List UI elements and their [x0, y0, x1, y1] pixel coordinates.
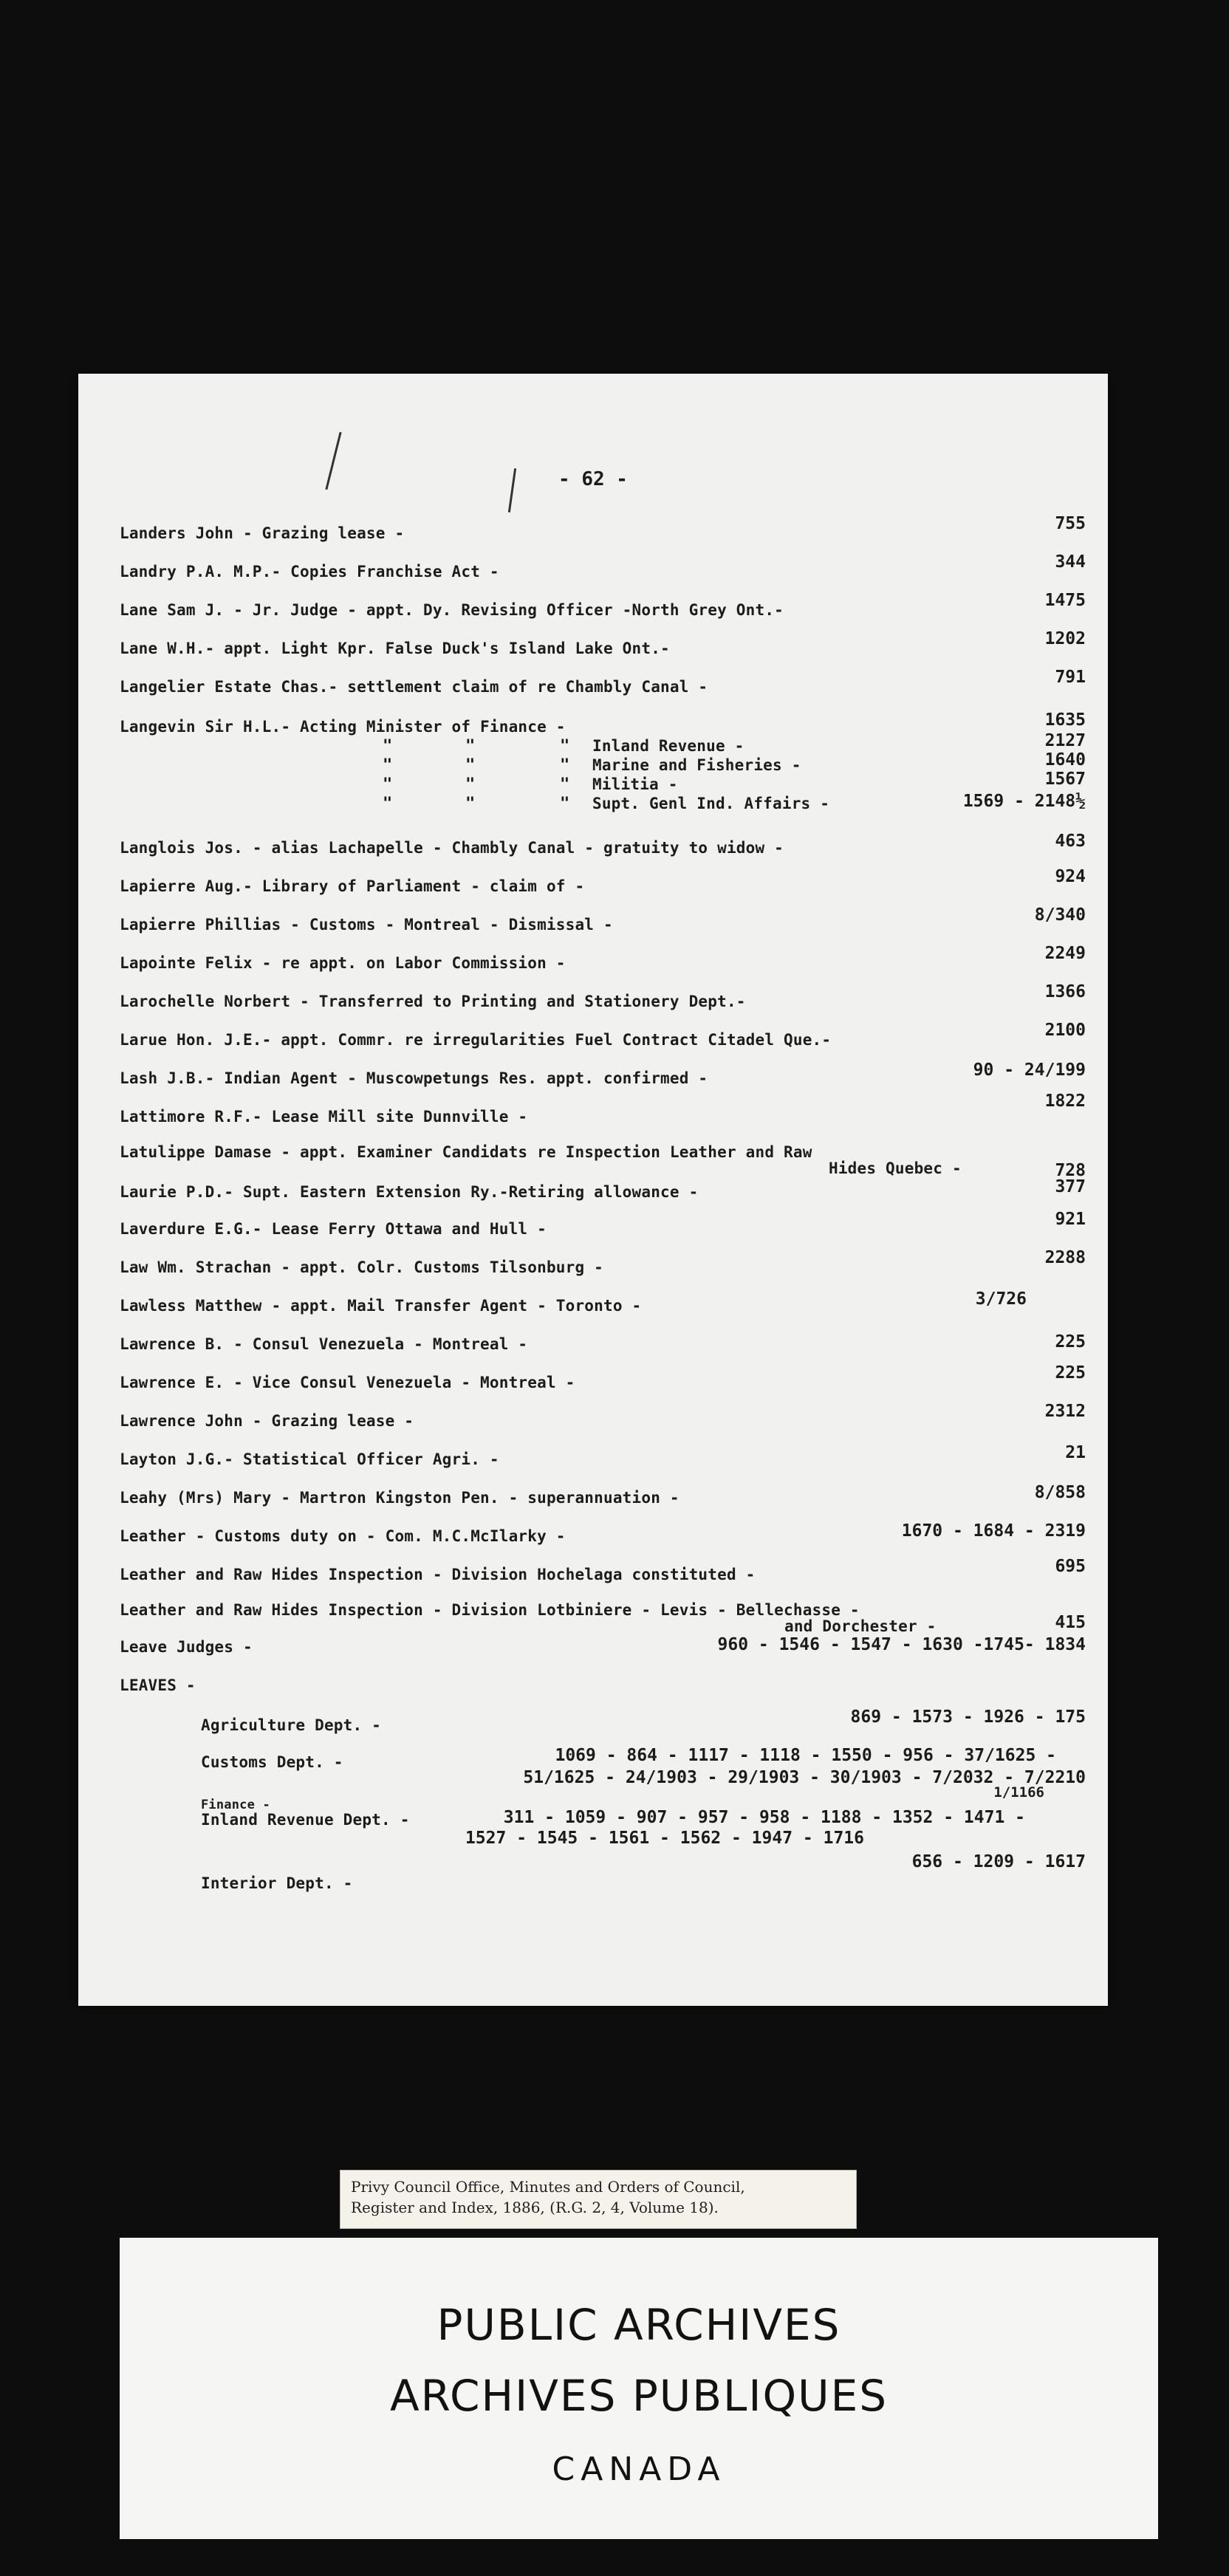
catalogue-label — [340, 2170, 857, 2229]
page-number: - 62 - — [558, 468, 628, 490]
entry-text: Langelier Estate Chas.- settlement claim of re Chambly Canal - — [120, 678, 708, 696]
entry-text: Leahy (Mrs) Mary - Martron Kingston Pen. - superannuation - — [120, 1489, 679, 1507]
entry-text: Landers John - Grazing lease - — [120, 524, 405, 542]
entry-text: Larue Hon. J.E.- appt. Commr. re irregularities Fuel Contract Citadel Que.- — [120, 1031, 832, 1049]
ditto-mark: " — [383, 737, 393, 756]
index-entry — [120, 1289, 1086, 1323]
entry-ref: 921 — [1055, 1210, 1086, 1229]
entry-ref: 960 - 1546 - 1547 - 1630 -1745- 1834 — [717, 1635, 1086, 1654]
entry-ref: 1475 — [1044, 591, 1086, 610]
ditto-mark: " — [465, 775, 476, 794]
entry-ref: 924 — [1055, 867, 1086, 886]
archive-country: CANADA — [552, 2450, 726, 2488]
index-entry — [120, 1363, 1086, 1400]
index-entry — [120, 867, 1086, 904]
entry-text: Leave Judges - — [120, 1638, 253, 1656]
entry-ref: 656 - 1209 - 1617 — [911, 1852, 1086, 1871]
index-entry — [120, 1210, 1086, 1247]
entry-text: Layton J.G.- Statistical Officer Agri. - — [120, 1450, 499, 1468]
ditto-mark: " — [560, 737, 570, 756]
index-entry — [120, 1332, 1086, 1362]
entry-ref: 2127 — [1044, 731, 1086, 750]
entry-ref: 8/858 — [1034, 1483, 1086, 1502]
index-entry — [120, 1061, 1086, 1096]
section-heading: LEAVES - — [120, 1676, 196, 1694]
ditto-mark: " — [383, 795, 393, 813]
entry-text: Lash J.B.- Indian Agent - Muscowpetungs Res. appt. confirmed - — [120, 1069, 708, 1087]
entry-text: Lapierre Phillias - Customs - Montreal - Dismissal - — [120, 916, 613, 934]
index-subentry — [120, 1852, 1086, 1901]
index-entry — [120, 982, 1086, 1019]
entry-ref: 755 — [1055, 514, 1086, 533]
index-heading — [120, 1676, 1086, 1703]
entry-ref: 225 — [1055, 1363, 1086, 1383]
entry-text: Landry P.A. M.P.- Copies Franchise Act - — [120, 563, 499, 580]
index-entry — [120, 668, 1086, 705]
index-entry — [120, 552, 1086, 589]
index-entry — [120, 905, 1086, 942]
entry-text: Larochelle Norbert - Transferred to Printing and Stationery Dept.- — [120, 993, 746, 1010]
entry-ref: 344 — [1055, 552, 1086, 572]
index-page — [78, 374, 1108, 2006]
ditto-mark: " — [465, 795, 476, 813]
index-entry — [120, 1248, 1086, 1285]
entry-ref: 1640 — [1044, 750, 1086, 770]
entry-text: Lapierre Aug.- Library of Parliament - claim of - — [120, 877, 585, 895]
index-entry — [120, 1021, 1086, 1058]
entry-ref: 2312 — [1044, 1402, 1086, 1421]
entry-text: Interior Dept. - — [201, 1874, 353, 1892]
index-entry — [120, 1557, 1086, 1592]
ditto-mark: " — [383, 775, 393, 794]
index-entry — [120, 514, 1086, 551]
entry-ref: 1/1166 — [993, 1784, 1044, 1801]
label-line: Privy Council Office, Minutes and Orders of Council, — [351, 2178, 745, 2196]
entry-text: Supt. Genl Ind. Affairs - — [592, 795, 830, 812]
ditto-mark: " — [560, 756, 570, 775]
entry-ref: 8/340 — [1034, 905, 1086, 925]
entry-text: Finance - — [201, 1798, 270, 1812]
entry-text: Leather - Customs duty on - Com. M.C.McIlarky - — [120, 1527, 566, 1545]
entry-ref: 463 — [1055, 832, 1086, 851]
entry-ref: 869 - 1573 - 1926 - 175 — [850, 1707, 1086, 1727]
index-subentry — [120, 792, 1086, 821]
entry-text: Laverdure E.G.- Lease Ferry Ottawa and Hull - — [120, 1220, 547, 1238]
entry-text: Leather and Raw Hides Inspection - Division Lotbiniere - Levis - Bellechasse - — [120, 1601, 860, 1619]
entry-text: Langlois Jos. - alias Lachapelle - Chambly Canal - gratuity to widow - — [120, 839, 784, 857]
archive-title-en: PUBLIC ARCHIVES — [437, 2300, 841, 2350]
entry-text: Agriculture Dept. - — [201, 1716, 382, 1734]
index-entry — [120, 1092, 1086, 1134]
index-entry — [120, 1483, 1086, 1515]
entry-text: Leather and Raw Hides Inspection - Division Hochelaga constituted - — [120, 1566, 756, 1583]
entry-ref: 1366 — [1044, 982, 1086, 1001]
ditto-mark: " — [560, 775, 570, 794]
entry-ref: 225 — [1055, 1332, 1086, 1352]
index-subentry — [120, 1768, 1086, 1798]
entry-ref: 2249 — [1044, 944, 1086, 963]
ditto-mark: " — [560, 795, 570, 813]
archive-title-fr: ARCHIVES PUBLIQUES — [389, 2371, 889, 2421]
entry-ref: 1635 — [1044, 710, 1086, 730]
entry-text: Lawrence E. - Vice Consul Venezuela - Montreal - — [120, 1374, 575, 1391]
ditto-mark: " — [465, 737, 476, 756]
entry-ref: 21 — [1065, 1443, 1086, 1462]
entry-text: Marine and Fisheries - — [592, 756, 801, 774]
index-entry — [120, 1521, 1086, 1554]
entry-ref: 728 — [1055, 1161, 1086, 1180]
entry-text: Lawrence John - Grazing lease - — [120, 1412, 414, 1430]
entry-text: Customs Dept. - — [201, 1753, 343, 1771]
entry-text: Hides Quebec - — [829, 1159, 962, 1177]
entry-ref: 695 — [1055, 1557, 1086, 1576]
entry-text: Lawless Matthew - appt. Mail Transfer Agent - Toronto - — [120, 1297, 642, 1315]
index-subentry — [120, 1829, 1086, 1855]
entry-text: Law Wm. Strachan - appt. Colr. Customs Tilsonburg - — [120, 1258, 603, 1276]
index-entry-continuation — [120, 1159, 1086, 1186]
index-entry — [120, 1635, 1086, 1665]
entry-text: Lane W.H.- appt. Light Kpr. False Duck's Island Lake Ont.- — [120, 640, 670, 657]
ditto-mark: " — [383, 756, 393, 775]
index-entry — [120, 1177, 1086, 1210]
entry-text: Inland Revenue - — [592, 737, 744, 755]
entry-text: Latulippe Damase - appt. Examiner Candidats re Inspection Leather and Raw — [120, 1143, 812, 1161]
entry-ref: 311 - 1059 - 907 - 957 - 958 - 1188 - 1352 - 1471 - — [503, 1808, 1025, 1827]
entry-text: Militia - — [592, 775, 678, 793]
entry-ref: 1670 - 1684 - 2319 — [901, 1521, 1086, 1541]
entry-ref: 377 — [1055, 1177, 1086, 1196]
entry-ref: 791 — [1055, 668, 1086, 687]
entry-ref: 3/726 — [975, 1289, 1027, 1309]
entry-ref: 90 - 24/199 — [973, 1061, 1086, 1080]
entry-ref: 1822 — [1044, 1092, 1086, 1111]
entry-text: Inland Revenue Dept. - — [201, 1811, 410, 1829]
index-entry — [120, 1443, 1086, 1477]
entry-ref: 2288 — [1044, 1248, 1086, 1267]
ditto-mark: " — [465, 756, 476, 775]
entry-text: Lattimore R.F.- Lease Mill site Dunnville - — [120, 1108, 528, 1126]
index-entry — [120, 832, 1086, 866]
entry-text: Lapointe Felix - re appt. on Labor Commission - — [120, 954, 566, 972]
entry-text: Lane Sam J. - Jr. Judge - appt. Dy. Revising Officer -North Grey Ont.- — [120, 601, 784, 619]
entry-text: Langevin Sir H.L.- Acting Minister of Finance - — [120, 718, 566, 736]
entry-text: Laurie P.D.- Supt. Eastern Extension Ry.-Retiring allowance - — [120, 1183, 699, 1201]
entry-ref: 1567 — [1044, 770, 1086, 789]
index-subentry — [120, 1707, 1086, 1743]
entry-ref: 1202 — [1044, 629, 1086, 648]
entry-ref: 1527 - 1545 - 1561 - 1562 - 1947 - 1716 — [465, 1829, 864, 1848]
index-entry — [120, 944, 1086, 981]
entry-ref: 415 — [1055, 1613, 1086, 1632]
index-entry — [120, 591, 1086, 628]
entry-text: Lawrence B. - Consul Venezuela - Montreal - — [120, 1335, 528, 1353]
entry-ref: 51/1625 - 24/1903 - 29/1903 - 30/1903 - 7/2032 - 7/2210 — [523, 1768, 1086, 1787]
entry-ref: 1069 - 864 - 1117 - 1118 - 1550 - 956 - 37/1625 - — [555, 1746, 1056, 1765]
entry-text: and Dorchester - — [784, 1617, 937, 1635]
entry-ref: 2100 — [1044, 1021, 1086, 1040]
entry-ref: 1569 - 2148½ — [962, 792, 1086, 811]
index-entry — [120, 1402, 1086, 1439]
archive-card — [120, 2238, 1158, 2539]
label-line: Register and Index, 1886, (R.G. 2, 4, Volume 18). — [351, 2199, 719, 2216]
index-entry — [120, 629, 1086, 666]
